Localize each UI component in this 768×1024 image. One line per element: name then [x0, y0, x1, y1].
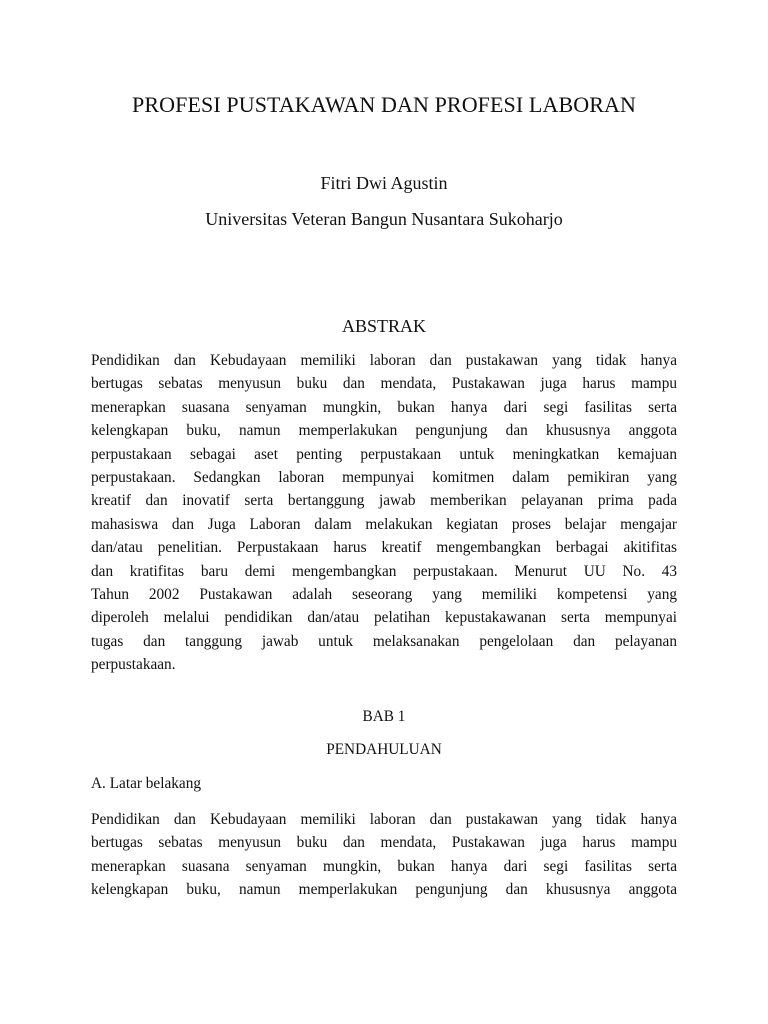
abstract-paragraph	[91, 349, 677, 677]
chapter-label: BAB 1	[362, 708, 406, 725]
subsection-title: A. Latar belakang	[91, 775, 201, 792]
body-line: kelengkapan buku, namun memperlakukan pengunjung dan khususnya anggota	[91, 881, 677, 899]
author-name: Fitri Dwi Agustin	[320, 173, 448, 193]
abstract-line: dan kratifitas baru demi mengembangkan perpustakaan. Menurut UU No. 43	[91, 562, 677, 580]
chapter-title: PENDAHULUAN	[326, 741, 442, 758]
author-affiliation: Universitas Veteran Bangun Nusantara Sukoharjo	[205, 209, 563, 229]
body-line: bertugas sebatas menyusun buku dan mendata, Pustakawan juga harus mampu	[91, 834, 677, 852]
abstract-heading: ABSTRAK	[341, 316, 426, 336]
abstract-line: kreatif dan inovatif serta bertanggung jawab memberikan pelayanan prima pada	[91, 492, 677, 510]
abstract-line: Pendidikan dan Kebudayaan memiliki laboran dan pustakawan yang tidak hanya	[91, 352, 677, 369]
body-paragraph	[91, 808, 677, 902]
body-line: Pendidikan dan Kebudayaan memiliki laboran dan pustakawan yang tidak hanya	[91, 811, 677, 828]
abstract-line: perpustakaan.	[91, 656, 176, 674]
abstract-line: Tahun 2002 Pustakawan adalah seseorang yang memiliki kompetensi yang	[91, 586, 677, 604]
abstract-line: menerapkan suasana senyaman mungkin, bukan hanya dari segi fasilitas serta	[91, 398, 677, 416]
abstract-line: tugas dan tanggung jawab untuk melaksanakan pengelolaan dan pelayanan	[91, 632, 677, 650]
abstract-line: mahasiswa dan Juga Laboran dalam melakukan kegiatan proses belajar mengajar	[91, 515, 677, 533]
abstract-line: kelengkapan buku, namun memperlakukan pengunjung dan khususnya anggota	[91, 422, 677, 440]
abstract-line: perpustakaan. Sedangkan laboran mempunyai komitmen dalam pemikiran yang	[91, 469, 677, 487]
abstract-line: diperoleh melalui pendidikan dan/atau pelatihan kepustakawanan serta mempunyai	[91, 609, 677, 627]
abstract-line: perpustakaan sebagai aset penting perpustakaan untuk meningkatkan kemajuan	[91, 445, 677, 463]
body-line: menerapkan suasana senyaman mungkin, bukan hanya dari segi fasilitas serta	[91, 857, 677, 875]
abstract-line: dan/atau penelitian. Perpustakaan harus kreatif mengembangkan berbagai akitifitas	[91, 539, 677, 557]
abstract-line: bertugas sebatas menyusun buku dan mendata, Pustakawan juga harus mampu	[91, 375, 677, 393]
document-title: PROFESI PUSTAKAWAN DAN PROFESI LABORAN	[132, 92, 636, 117]
